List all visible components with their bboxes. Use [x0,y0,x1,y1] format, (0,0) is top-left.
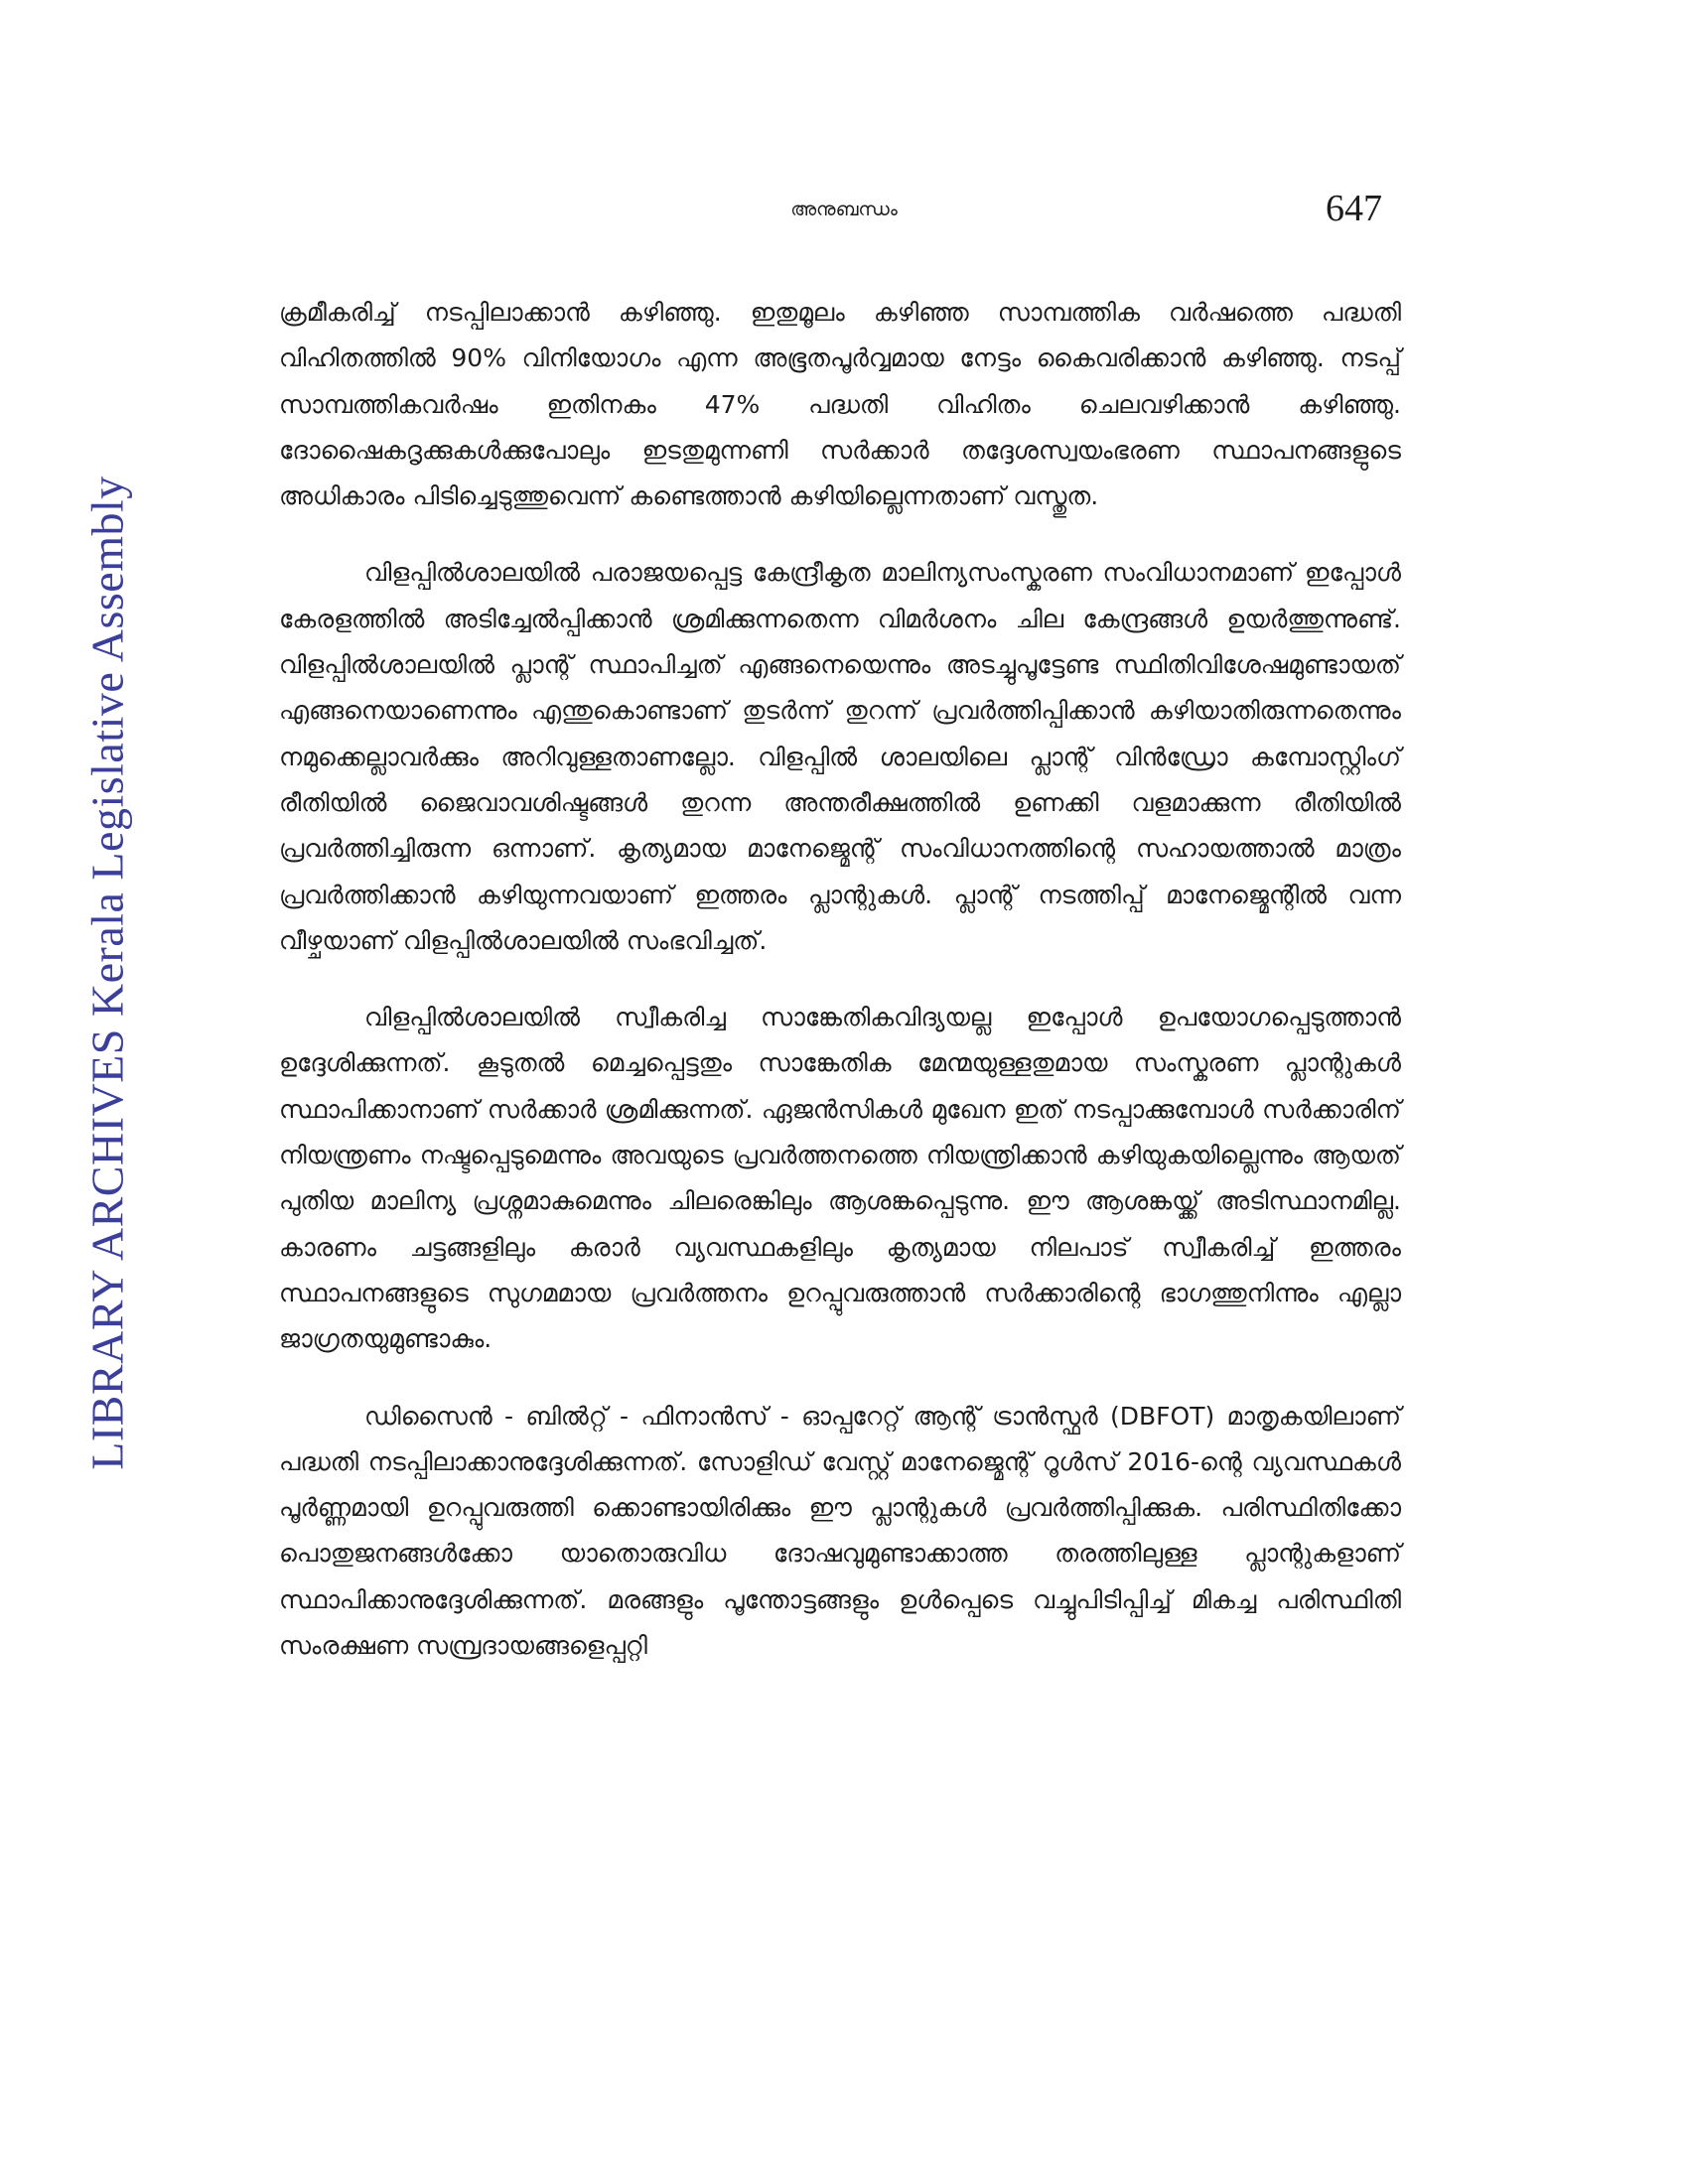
page-number: 647 [1326,188,1382,229]
archive-watermark: LIBRARY ARCHIVES Kerala Legislative Assembly [81,476,133,1470]
paragraph-1: ക്രമീകരിച്ച് നടപ്പിലാക്കാൻ കഴിഞ്ഞു. ഇതുമൂലം കഴിഞ്ഞ സാമ്പത്തിക വർഷത്തെ പദ്ധതി വിഹിതത്തിൽ 90% വിനിയോഗം എന്ന അഭൂതപൂർവ്വമായ നേട്ടം കൈവരിക്കാൻ കഴിഞ്ഞു. നടപ്പ് സാമ്പത്തികവർഷം ഇതിനകം 47% പദ്ധതി വിഹിതം ചെലവഴിക്കാൻ കഴിഞ്ഞു. ദോഷൈകദൃക്കുകൾക്കുപോലും ഇടതുമുന്നണി സർക്കാർ തദ്ദേശസ്വയംഭരണ സ്ഥാപനങ്ങളുടെ അധികാരം പിടിച്ചെടുത്തുവെന്ന് കണ്ടെത്താൻ കഴിയില്ലെന്നതാണ് വസ്തുത. [279,298,1401,511]
paragraph-2: വിളപ്പിൽശാലയിൽ പരാജയപ്പെട്ട കേന്ദ്രീകൃത മാലിന്യസംസ്കരണ സംവിധാനമാണ് ഇപ്പോൾ കേരളത്തിൽ അടിച്ചേൽപ്പിക്കാൻ ശ്രമിക്കുന്നതെന്ന വിമർശനം ചില കേന്ദ്രങ്ങൾ ഉയർത്തുന്നുണ്ട്. വിളപ്പിൽശാലയിൽ പ്ലാന്റ് സ്ഥാപിച്ചത് എങ്ങനെയെന്നും അടച്ചുപൂട്ടേണ്ട സ്ഥിതിവിശേഷമുണ്ടായത് എങ്ങനെയാണെന്നും എന്തുകൊണ്ടാണ് തുടർന്ന് തുറന്ന് പ്രവർത്തിപ്പിക്കാൻ കഴിയാതിരുന്നതെന്നും നമുക്കെല്ലാവർക്കും അറിവുള്ളതാണല്ലോ. വിളപ്പിൽ ശാലയിലെ പ്ലാന്റ് വിൻഡ്രോ കമ്പോസ്റ്റിംഗ് രീതിയിൽ ജൈവാവശിഷ്ടങ്ങൾ തുറന്ന അന്തരീക്ഷത്തിൽ ഉണക്കി വളമാക്കുന്ന രീതിയിൽ പ്രവർത്തിച്ചിരുന്ന ഒന്നാണ്. കൃത്യമായ മാനേജ്മെന്റ് സംവിധാനത്തിന്റെ സഹായത്താൽ മാത്രം പ്രവർത്തിക്കാൻ കഴിയുന്നവയാണ് ഇത്തരം പ്ലാന്റുകൾ. പ്ലാന്റ് നടത്തിപ്പ് മാനേജ്മെന്റിൽ വന്ന വീഴ്ചയാണ് വിളപ്പിൽശാലയിൽ സംഭവിച്ചത്. [279,558,1401,955]
body-text [279,290,1401,1700]
running-head: അനുബന്ധം [790,199,898,220]
paragraph-3: വിളപ്പിൽശാലയിൽ സ്വീകരിച്ച സാങ്കേതികവിദ്യയല്ല ഇപ്പോൾ ഉപയോഗപ്പെടുത്താൻ ഉദ്ദേശിക്കുന്നത്. കൂടുതൽ മെച്ചപ്പെട്ടതും സാങ്കേതിക മേന്മയുള്ളതുമായ സംസ്കരണ പ്ലാന്റുകൾ സ്ഥാപിക്കാനാണ് സർക്കാർ ശ്രമിക്കുന്നത്. ഏജൻസികൾ മുഖേന ഇത് നടപ്പാക്കുമ്പോൾ സർക്കാരിന് നിയന്ത്രണം നഷ്ടപ്പെടുമെന്നും അവയുടെ പ്രവർത്തനത്തെ നിയന്ത്രിക്കാൻ കഴിയുകയില്ലെന്നും ആയത് പുതിയ മാലിന്യ പ്രശ്നമാകുമെന്നും ചിലരെങ്കിലും ആശങ്കപ്പെടുന്നു. ഈ ആശങ്കയ്ക്ക് അടിസ്ഥാനമില്ല. കാരണം ചട്ടങ്ങളിലും കരാർ വ്യവസ്ഥകളിലും കൃത്യമായ നിലപാട് സ്വീകരിച്ച് ഇത്തരം സ്ഥാപനങ്ങളുടെ സുഗമമായ പ്രവർത്തനം ഉറപ്പുവരുത്താൻ സർക്കാരിന്റെ ഭാഗത്തുനിന്നും എല്ലാ ജാഗ്രതയുമുണ്ടാകും. [279,1003,1401,1354]
paragraph-4: ഡിസൈൻ - ബിൽറ്റ് - ഫിനാൻസ് - ഓപ്പറേറ്റ് ആന്റ് ട്രാൻസ്ഫർ (DBFOT) മാതൃകയിലാണ് പദ്ധതി നടപ്പിലാക്കാനുദ്ദേശിക്കുന്നത്. സോളിഡ് വേസ്റ്റ് മാനേജ്മെന്റ് റൂൾസ് 2016-ന്റെ വ്യവസ്ഥകൾ പൂർണ്ണമായി ഉറപ്പുവരുത്തി ക്കൊണ്ടായിരിക്കും ഈ പ്ലാന്റുകൾ പ്രവർത്തിപ്പിക്കുക. പരിസ്ഥിതിക്കോ പൊതുജനങ്ങൾക്കോ യാതൊരുവിധ ദോഷവുമുണ്ടാക്കാത്ത തരത്തിലുള്ള പ്ലാന്റുകളാണ് സ്ഥാപിക്കാനുദ്ദേശിക്കുന്നത്. മരങ്ങളും പൂന്തോട്ടങ്ങളും ഉൾപ്പെടെ വച്ചുപിടിപ്പിച്ച് മികച്ച പരിസ്ഥിതി സംരക്ഷണ സമ്പ്രദായങ്ങളെപ്പറ്റി [279,1401,1401,1661]
